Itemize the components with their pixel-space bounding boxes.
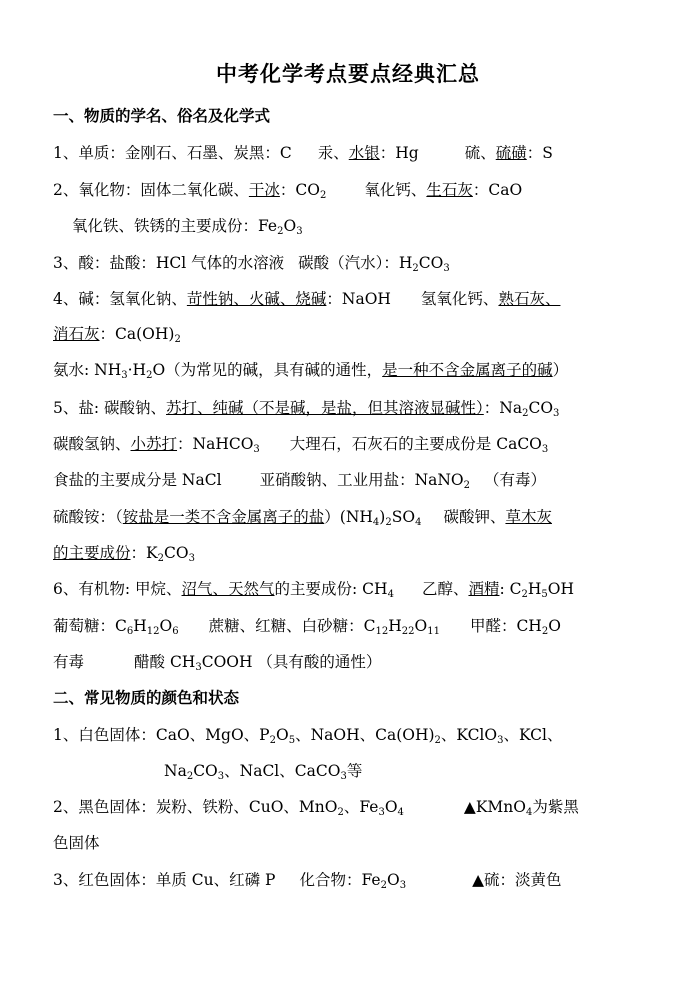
line-bicarbonate: 碳酸氢钠、小苏打：NaHCO$_3$ 大理石，石灰石的主要成份是 CaCO$_3$	[53, 435, 549, 455]
line-black-solids: 2、黑色固体：炭粉、铁粉、CuO、MnO$_2$、$Fe_3O_4$ ▲KMnO$_4$为紫黑	[53, 798, 579, 818]
line-salts: 5、盐: 碳酸钠、苏打、纯碱（不是碱，是盐，但其溶液显碱性）：$Na_2CO_3$	[53, 399, 560, 419]
line-acetic-acid: 有毒 醋酸 $CH_3COOH$ （具有酸的通性）	[53, 653, 382, 673]
line-organics: 6、有机物: 甲烷、沼气、天然气的主要成份: $CH_4$ 乙醇、酒精: $C_2H_5OH$	[53, 580, 574, 600]
document-title: 中考化学考点要点经典汇总	[216, 61, 480, 86]
line-acids: 3、酸：盐酸：HCl 气体的水溶液 碳酸（汽水）：$H_2CO_3$	[53, 254, 450, 274]
line-white-solids: 1、白色固体：CaO、MgO、$P_2O_5$、NaOH、$Ca(OH)_2$、KClO$_3$、KCl、	[53, 726, 563, 746]
line-bases: 4、碱：氢氧化钠、苛性钠、火碱、烧碱：NaOH 氢氧化钙、熟石灰、	[53, 290, 561, 308]
line-ammonia: 氨水: $NH_3\cdot H_2O$（为常见的碱，具有碱的通性，是一种不含金属离子的碱）	[53, 361, 569, 381]
line-red-solids: 3、红色固体：单质 Cu、红磷 P 化合物：$Fe_2O_3$ ▲硫：淡黄色	[53, 871, 562, 891]
line-black-solids-cont: 色固体	[53, 834, 100, 852]
line-elements: 1、单质：金刚石、石墨、炭黑：C 汞、水银：Hg 硫、硫磺：S	[53, 144, 553, 162]
line-iron-oxide: 氧化铁、铁锈的主要成份：$Fe_2O_3$	[72, 217, 303, 237]
line-oxides: 2、氧化物：固体二氧化碳、干冰：$CO_2$ 氧化钙、生石灰：CaO	[53, 181, 523, 201]
line-potassium-carbonate: 的主要成份：$K_2CO_3$	[53, 544, 195, 564]
line-white-solids-cont: $Na_2CO_3$、NaCl、CaCO$_3$等	[164, 762, 363, 782]
line-slaked-lime: 消石灰：$Ca(OH)_2$	[53, 325, 181, 345]
section-heading-2: 二、常见物质的颜色和状态	[53, 688, 240, 707]
line-ammonium-sulfate: 硫酸铵：（铵盐是一类不含金属离子的盐）$(NH_4)_2SO_4$ 碳酸钾、草木灰	[53, 508, 552, 528]
line-sugars: 葡萄糖：$C_6H_{12}O_6$ 蔗糖、红糖、白砂糖：$C_{12}H_{22}O_{11}$ 甲醛：$CH_2O$	[53, 617, 561, 637]
line-salt-nitrite: 食盐的主要成分是 NaCl 亚硝酸钠、工业用盐：NaNO$_2$ （有毒）	[53, 471, 547, 491]
section-heading-1: 一、物质的学名、俗名及化学式	[53, 106, 271, 125]
